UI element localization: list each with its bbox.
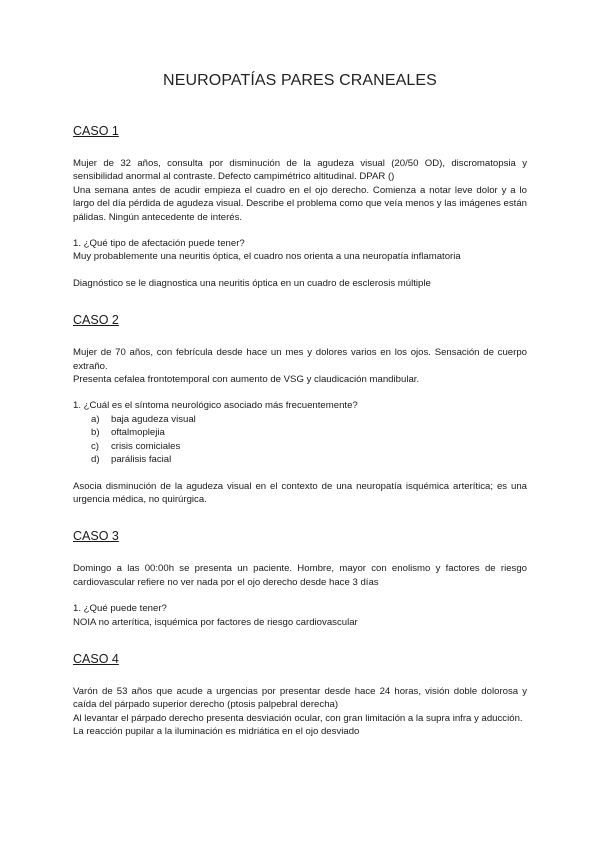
case-paragraph: Una semana antes de acudir empieza el cuadro en el ojo derecho. Comienza a notar leve dolor y a lo largo del día pérdida de agudeza visual. Describe el problema como que veía menos y las imágenes están pálidas. Ningún antecedente de interés. [73,184,527,223]
answer-options [73,413,527,467]
case-answer: Muy probablemente una neuritis óptica, el cuadro nos orienta a una neuropatía inflamatoria [73,251,461,263]
case-1 [73,123,527,290]
option-item [73,426,527,439]
option-letter: b) [91,427,100,439]
document-body [73,123,527,739]
case-paragraph: Domingo a las 00:00h se presenta un paciente. Hombre, mayor con enolismo y factores de riesgo cardiovascular refiere no ver nada por el ojo derecho desde hace 3 días [73,563,527,588]
case-paragraph: Varón de 53 años que acude a urgencias por presentar desde hace 24 horas, visión doble dolorosa y caída del párpado superior derecho (ptosis palpebral derecha) [73,685,527,711]
option-letter: a) [91,413,100,425]
case-answer: Asocia disminución de la agudeza visual en el contexto de una neuropatía isquémica arterítica; es una urgencia médica, no quirúrgica. [73,480,527,505]
option-text: baja agudeza visual [111,413,196,425]
option-text: oftalmoplejia [111,427,165,439]
option-item [73,440,527,453]
case-question: 1. ¿Qué puede tener? [73,603,167,615]
option-letter: c) [91,440,99,452]
case-question: 1. ¿Cuál es el síntoma neurológico asociado más frecuentemente? [73,400,358,412]
case-paragraph: Mujer de 32 años, consulta por disminución de la agudeza visual (20/50 OD), discromatopsia y sensibilidad anormal al contraste. Defecto campimétrico altitudinal. DPAR () [73,158,527,183]
case-heading: CASO 2 [73,313,119,328]
case-heading: CASO 1 [73,124,119,138]
option-text: parálisis facial [111,454,172,466]
option-text: crisis comiciales [111,440,181,452]
case-answer: NOIA no arterítica, isquémica por factores de riesgo cardiovascular [73,616,358,628]
case-paragraph: Presenta cefalea frontotemporal con aumento de VSG y claudicación mandibular. [73,374,420,386]
page-title: NEUROPATÍAS PARES CRANEALES [163,72,437,89]
case-2 [73,312,527,506]
option-letter: d) [91,454,100,466]
case-paragraph: Al levantar el párpado derecho presenta desviación ocular, con gran limitación a la supra infra y aducción. [73,712,523,724]
case-3 [73,528,527,629]
case-paragraph: Mujer de 70 años, con febrícula desde hace un mes y dolores varios en los ojos. Sensación de cuerpo extraño. [73,347,527,372]
option-item [73,413,527,426]
case-diagnosis: Diagnóstico se le diagnostica una neuritis óptica en un cuadro de esclerosis múltiple [73,277,431,289]
case-heading: CASO 4 [73,651,119,666]
case-4 [73,651,527,739]
case-question: 1. ¿Qué tipo de afectación puede tener? [73,238,245,250]
option-item [73,453,527,466]
case-heading: CASO 3 [73,529,119,544]
case-paragraph: La reacción pupilar a la iluminación es midriática en el ojo desviado [73,726,360,738]
